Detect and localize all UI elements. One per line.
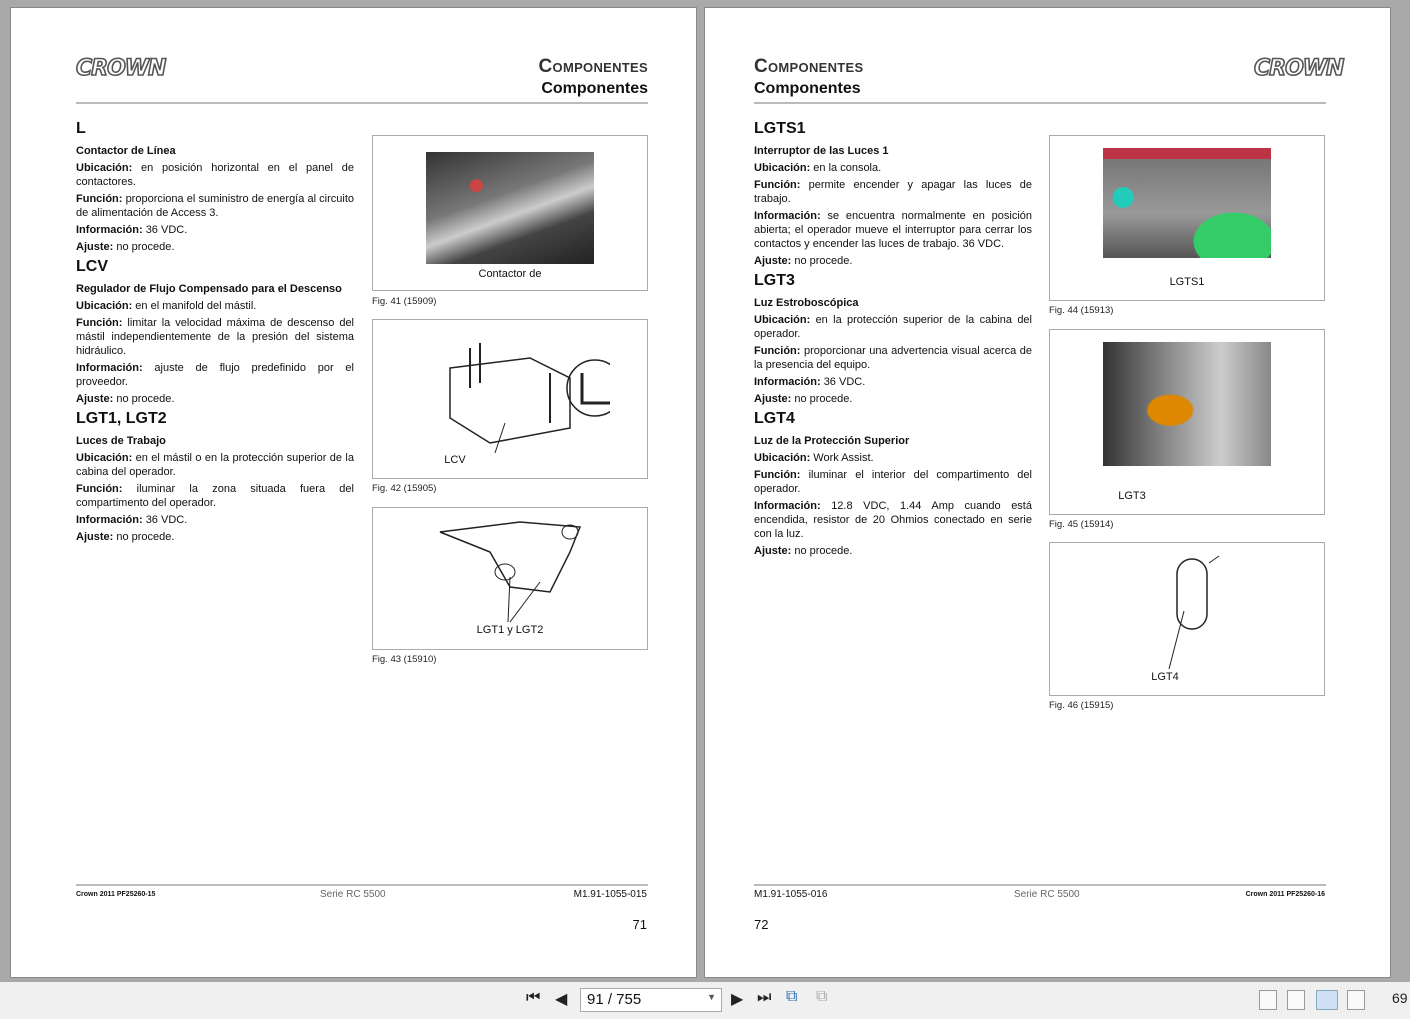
component-section (76, 122, 354, 254)
footer-copyright: Crown 2011 PF25260-15 (76, 891, 156, 898)
field-text: no procede. (794, 393, 853, 405)
page-number: 72 (754, 917, 769, 932)
section-subtitle: Interruptor de las Luces 1 (754, 145, 889, 157)
light-switch-photo (1103, 148, 1271, 258)
continuous-view-icon[interactable] (1287, 990, 1305, 1010)
field-paragraph (754, 313, 1032, 341)
field-paragraph (754, 161, 1032, 175)
lcv-diagram (410, 328, 610, 453)
component-section (76, 412, 354, 544)
section-heading: LGT3 (754, 272, 795, 289)
footer-doc-number: M1.91-1055-016 (754, 889, 828, 900)
previous-page-icon[interactable]: ◀ (555, 991, 568, 1008)
section-heading: LCV (76, 258, 108, 275)
page-field-value: 91 / 755 (587, 991, 642, 1008)
field-label: Ubicación: (76, 452, 133, 464)
field-label: Ajuste: (76, 393, 114, 405)
crown-logo: CROWN (76, 56, 166, 81)
single-page-view-icon[interactable] (1259, 990, 1277, 1010)
figure-45 (1049, 329, 1325, 515)
field-text: se encuentra normalmente en posición abierta; el operador mueve el interruptor para cerrar los contactos y encender las luces de trabajo. 36 VDC. (754, 210, 1032, 250)
section-subtitle: Luz de la Protección Superior (754, 435, 910, 447)
figure-label: LGT4 (1151, 671, 1179, 683)
figure-42 (372, 319, 648, 479)
next-view-icon[interactable]: ⧉ (816, 988, 828, 1005)
section-subtitle: Luz Estroboscópica (754, 297, 859, 309)
field-paragraph (76, 240, 354, 254)
text-column (754, 116, 1032, 561)
field-text: no procede. (116, 393, 175, 405)
field-text: no procede. (116, 241, 175, 253)
field-text: proporcionar una advertencia visual acerca de la presencia del equipo. (754, 345, 1033, 371)
contactor-photo (426, 152, 594, 264)
figure-label: LCV (444, 454, 466, 466)
strobe-light-photo (1103, 342, 1271, 466)
figure-caption: Fig. 46 (15915) (1049, 700, 1114, 711)
field-label: Ajuste: (754, 255, 792, 267)
section-subtitle: Luces de Trabajo (76, 435, 166, 447)
field-text: en la protección superior de la cabina del operador. (754, 314, 1032, 340)
field-paragraph (76, 161, 354, 189)
text-column (76, 116, 354, 547)
component-section (754, 412, 1032, 558)
field-text: limitar la velocidad máxima de descenso del mástil independientemente de la presión del sistema hidráulico. (76, 317, 355, 357)
field-paragraph (76, 361, 354, 389)
field-text: permite encender y apagar las luces de trabajo. (754, 179, 1032, 205)
field-text: 36 VDC. (145, 224, 188, 236)
section-heading: LGTS1 (754, 120, 806, 137)
footer-doc-number: M1.91-1055-015 (573, 889, 647, 900)
field-paragraph (754, 499, 1032, 541)
field-text: 36 VDC. (145, 514, 188, 526)
previous-view-icon[interactable]: ⧉ (786, 988, 798, 1005)
crown-logo: CROWN (1254, 56, 1344, 81)
component-section (76, 260, 354, 406)
component-section (754, 122, 1032, 268)
field-text: Work Assist. (813, 452, 874, 464)
field-label: Ubicación: (76, 300, 133, 312)
figure-label: LGT1 y LGT2 (476, 624, 544, 636)
field-label: Información: (76, 514, 143, 526)
field-label: Función: (76, 193, 123, 205)
figure-caption: Fig. 42 (15905) (372, 483, 437, 494)
field-paragraph (754, 468, 1032, 496)
field-paragraph (76, 316, 354, 358)
figure-label: Contactor de (478, 268, 542, 280)
footer-series: Serie RC 5500 (1014, 889, 1080, 900)
last-page-icon[interactable]: ⏭ (757, 989, 772, 1006)
field-label: Ajuste: (754, 545, 792, 557)
header-subtitle: Componentes (754, 80, 861, 97)
header-rule (754, 102, 1326, 104)
field-label: Función: (754, 179, 801, 191)
figure-41 (372, 135, 648, 291)
section-subtitle: Regulador de Flujo Compensado para el Descenso (76, 283, 342, 295)
page-header (754, 56, 1054, 98)
figure-caption: Fig. 44 (15913) (1049, 305, 1114, 316)
figure-43 (372, 507, 648, 650)
two-page-continuous-view-icon[interactable] (1347, 990, 1365, 1010)
footer-rule (754, 884, 1326, 886)
zoom-level[interactable]: 69 (1392, 990, 1408, 1006)
field-paragraph (754, 178, 1032, 206)
component-section (754, 274, 1032, 406)
first-page-icon[interactable]: ⏮ (526, 989, 541, 1006)
field-paragraph (754, 375, 1032, 389)
field-paragraph (754, 209, 1032, 251)
field-label: Ajuste: (76, 531, 114, 543)
field-text: no procede. (116, 531, 175, 543)
field-label: Función: (76, 317, 123, 329)
field-text: en posición horizontal en el panel de contactores. (76, 162, 354, 188)
chevron-down-icon[interactable]: ▼ (707, 992, 716, 1002)
figure-label: LGT3 (1118, 490, 1146, 502)
field-text: en la consola. (813, 162, 882, 174)
header-rule (76, 102, 648, 104)
field-paragraph (76, 299, 354, 313)
page-header (348, 56, 648, 98)
field-label: Información: (754, 500, 821, 512)
field-text: ajuste de flujo predefinido por el proveedor. (76, 362, 354, 388)
header-subtitle: Componentes (541, 80, 648, 97)
footer-copyright: Crown 2011 PF25260-16 (1245, 891, 1325, 898)
field-label: Ubicación: (754, 162, 811, 174)
section-heading: L (76, 120, 86, 137)
field-label: Función: (76, 483, 123, 495)
field-label: Información: (754, 210, 821, 222)
field-text: proporciona el suministro de energía al circuito de alimentación de Access 3. (76, 193, 354, 219)
field-text: en el manifold del mástil. (135, 300, 257, 312)
left-page (10, 7, 697, 978)
section-heading: LGT1, LGT2 (76, 410, 167, 427)
field-paragraph (76, 392, 354, 406)
figure-label: LGTS1 (1169, 276, 1205, 288)
section-heading: LGT4 (754, 410, 795, 427)
section-subtitle: Contactor de Línea (76, 145, 176, 157)
field-label: Ubicación: (76, 162, 133, 174)
field-label: Ajuste: (754, 393, 792, 405)
field-label: Ubicación: (754, 452, 811, 464)
next-page-icon[interactable]: ▶ (731, 991, 744, 1008)
figure-caption: Fig. 41 (15909) (372, 296, 437, 307)
field-paragraph (76, 513, 354, 527)
footer-series: Serie RC 5500 (320, 889, 386, 900)
field-label: Función: (754, 345, 801, 357)
figure-caption: Fig. 43 (15910) (372, 654, 437, 665)
field-text: 36 VDC. (823, 376, 866, 388)
field-text: no procede. (794, 255, 853, 267)
field-label: Información: (76, 362, 143, 374)
field-label: Información: (76, 224, 143, 236)
field-paragraph (754, 451, 1032, 465)
field-text: en el mástil o en la protección superior de la cabina del operador. (76, 452, 354, 478)
figure-44 (1049, 135, 1325, 301)
figure-46 (1049, 542, 1325, 696)
header-title: Componentes (754, 56, 864, 77)
field-label: Información: (754, 376, 821, 388)
field-paragraph (76, 530, 354, 544)
right-page (704, 7, 1391, 978)
field-paragraph (76, 451, 354, 479)
two-page-view-icon[interactable] (1316, 990, 1338, 1010)
page-number: 71 (632, 917, 647, 932)
footer-rule (76, 884, 648, 886)
field-paragraph (754, 392, 1032, 406)
header-title: Componentes (538, 56, 648, 77)
field-paragraph (754, 344, 1032, 372)
field-paragraph (76, 223, 354, 237)
work-lights-diagram (430, 512, 590, 622)
field-paragraph (76, 482, 354, 510)
overhead-light-diagram (1159, 551, 1239, 671)
field-text: no procede. (794, 545, 853, 557)
figure-caption: Fig. 45 (15914) (1049, 519, 1114, 530)
page-number-input[interactable] (580, 988, 722, 1012)
field-label: Ubicación: (754, 314, 811, 326)
field-label: Ajuste: (76, 241, 114, 253)
field-text: iluminar el interior del compartimento del operador. (754, 469, 1032, 495)
field-text: 12.8 VDC, 1.44 Amp cuando está encendida, resistor de 20 Ohmios conectado en serie con la luz. (754, 500, 1032, 540)
field-paragraph (754, 254, 1032, 268)
field-text: iluminar la zona situada fuera del compartimento del operador. (76, 483, 354, 509)
field-label: Función: (754, 469, 801, 481)
field-paragraph (754, 544, 1032, 558)
field-paragraph (76, 192, 354, 220)
